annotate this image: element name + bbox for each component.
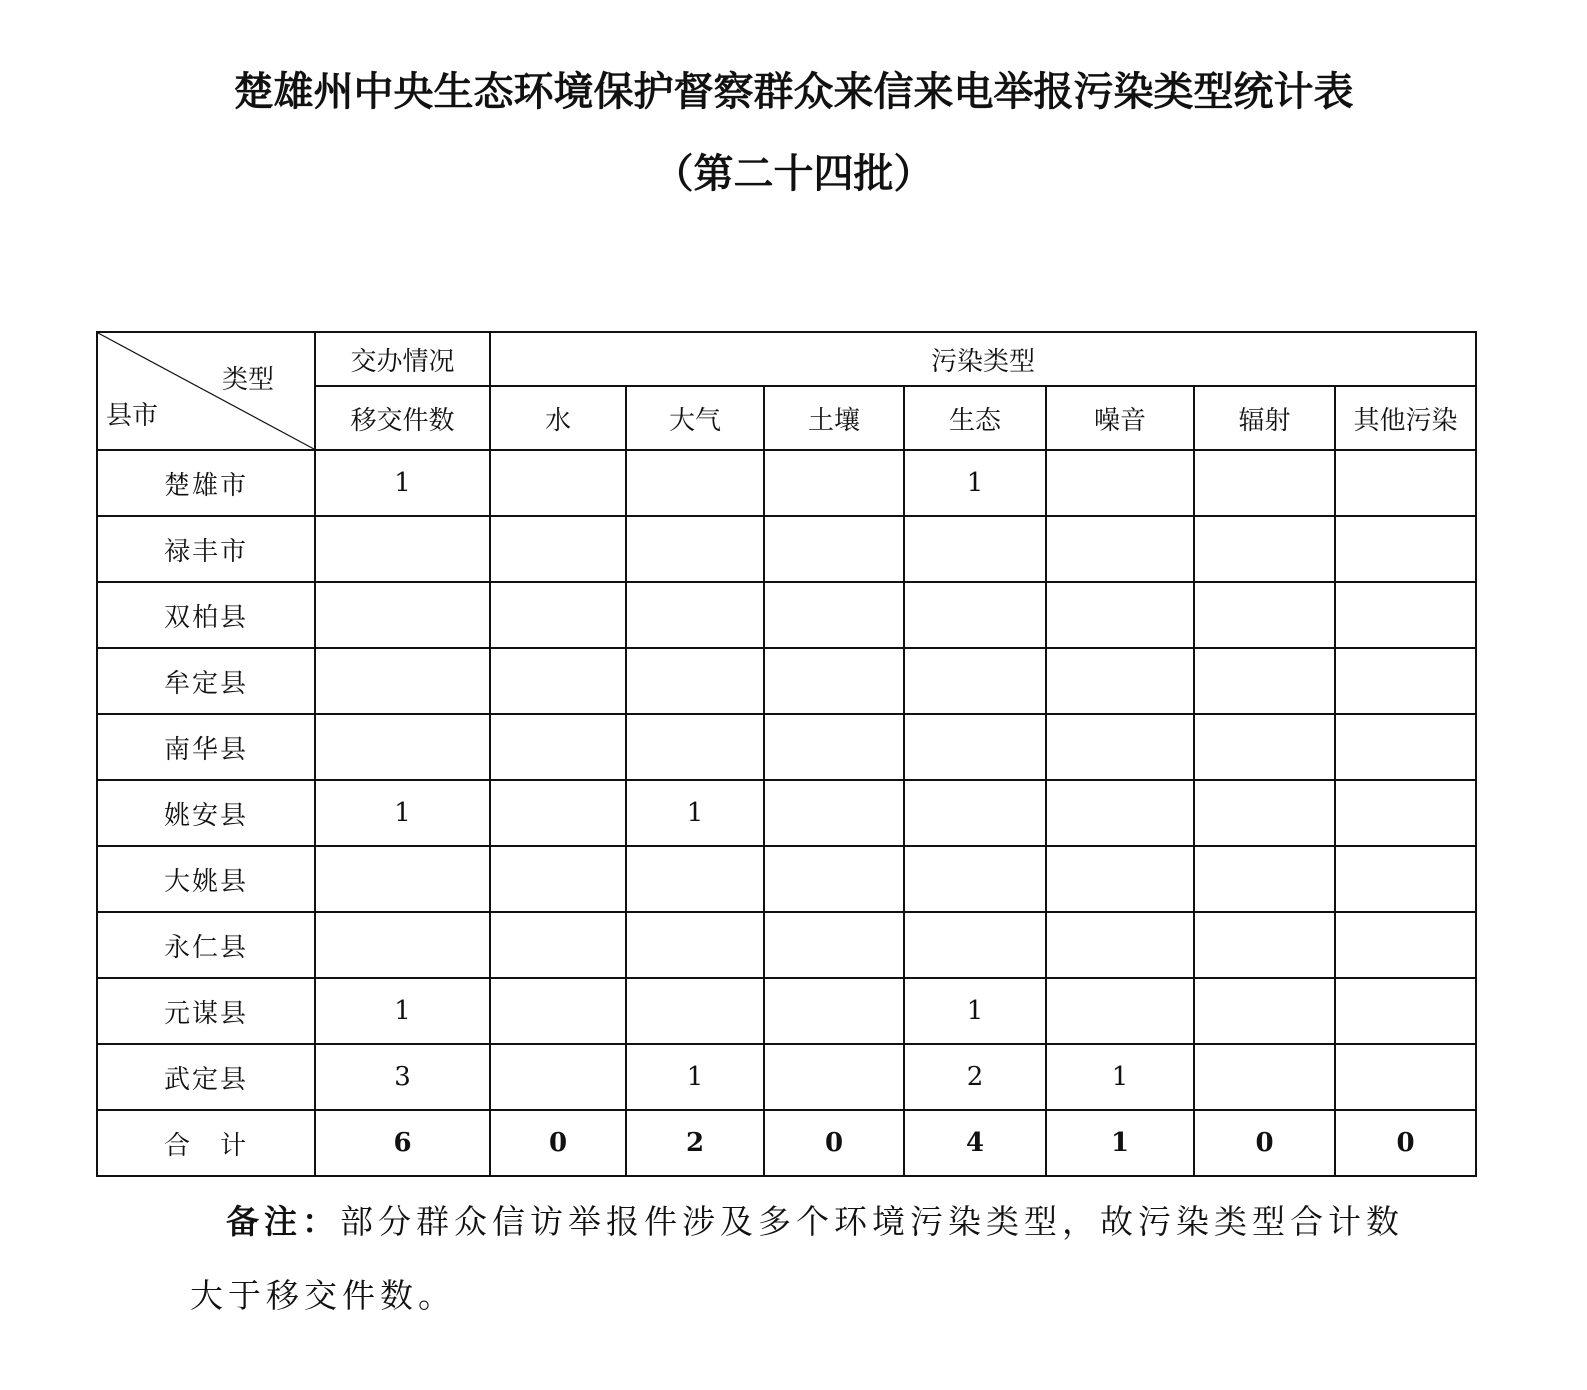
table-row <box>97 714 1476 780</box>
table-body <box>97 450 1476 1176</box>
value-cell <box>1046 978 1194 1044</box>
county-name-cell: 牟定县 <box>97 648 315 714</box>
value-cell <box>626 582 764 648</box>
value-cell <box>904 912 1046 978</box>
value-cell <box>904 582 1046 648</box>
county-name-cell: 永仁县 <box>97 912 315 978</box>
value-cell <box>490 450 626 516</box>
value-cell <box>626 912 764 978</box>
value-cell: 1 <box>904 978 1046 1044</box>
corner-county-label: 县市 <box>106 401 159 431</box>
value-cell <box>626 648 764 714</box>
value-cell <box>490 912 626 978</box>
value-cell <box>1046 714 1194 780</box>
value-cell <box>315 516 490 582</box>
total-value-cell: 1 <box>1046 1110 1194 1176</box>
county-name-cell: 南华县 <box>97 714 315 780</box>
total-value-cell: 4 <box>904 1110 1046 1176</box>
column-header: 生态 <box>904 386 1046 450</box>
value-cell <box>1046 846 1194 912</box>
note-line2: 大于移交件数。 <box>190 1276 456 1315</box>
value-cell <box>490 582 626 648</box>
value-cell <box>1194 846 1335 912</box>
value-cell <box>1194 450 1335 516</box>
county-name-cell: 姚安县 <box>97 780 315 846</box>
value-cell: 1 <box>626 780 764 846</box>
value-cell <box>1335 1044 1476 1110</box>
value-cell <box>904 648 1046 714</box>
value-cell <box>764 846 904 912</box>
column-header: 土壤 <box>764 386 904 450</box>
value-cell <box>626 978 764 1044</box>
total-value-cell: 6 <box>315 1110 490 1176</box>
value-cell <box>1335 648 1476 714</box>
value-cell <box>764 780 904 846</box>
total-value-cell: 0 <box>764 1110 904 1176</box>
note-label: 备注： <box>226 1202 340 1241</box>
value-cell: 2 <box>904 1044 1046 1110</box>
value-cell <box>1046 516 1194 582</box>
value-cell <box>764 582 904 648</box>
value-cell <box>490 714 626 780</box>
column-header: 水 <box>490 386 626 450</box>
value-cell <box>1335 978 1476 1044</box>
value-cell <box>315 714 490 780</box>
table-row <box>97 846 1476 912</box>
value-cell <box>315 582 490 648</box>
column-header: 移交件数 <box>315 386 490 450</box>
table-row <box>97 450 1476 516</box>
county-name-cell: 楚雄市 <box>97 450 315 516</box>
value-cell <box>764 516 904 582</box>
value-cell <box>315 648 490 714</box>
value-cell <box>315 846 490 912</box>
value-cell <box>1046 648 1194 714</box>
value-cell: 1 <box>626 1044 764 1110</box>
value-cell: 1 <box>315 780 490 846</box>
table-row <box>97 780 1476 846</box>
value-cell <box>764 978 904 1044</box>
value-cell <box>490 846 626 912</box>
value-cell: 1 <box>315 450 490 516</box>
county-name-cell: 双柏县 <box>97 582 315 648</box>
table-row <box>97 648 1476 714</box>
value-cell <box>1335 516 1476 582</box>
total-row <box>97 1110 1476 1176</box>
value-cell <box>904 846 1046 912</box>
value-cell <box>1335 846 1476 912</box>
value-cell <box>626 846 764 912</box>
value-cell <box>1335 450 1476 516</box>
county-name-cell: 元谋县 <box>97 978 315 1044</box>
note-text: 部分群众信访举报件涉及多个环境污染类型，故污染类型合计数 <box>340 1202 1404 1241</box>
column-header: 辐射 <box>1194 386 1335 450</box>
value-cell <box>490 516 626 582</box>
column-header: 噪音 <box>1046 386 1194 450</box>
value-cell <box>904 714 1046 780</box>
table-row <box>97 582 1476 648</box>
value-cell <box>1194 648 1335 714</box>
table-row <box>97 978 1476 1044</box>
value-cell <box>764 648 904 714</box>
value-cell <box>626 714 764 780</box>
pollution-group-header: 污染类型 <box>490 332 1476 386</box>
table-row <box>97 1044 1476 1110</box>
total-value-cell: 0 <box>1194 1110 1335 1176</box>
value-cell <box>764 450 904 516</box>
document-subtitle: （第二十四批） <box>653 151 934 197</box>
county-name-cell: 大姚县 <box>97 846 315 912</box>
value-cell <box>1046 450 1194 516</box>
value-cell <box>315 912 490 978</box>
value-cell <box>1194 582 1335 648</box>
value-cell: 1 <box>1046 1044 1194 1110</box>
county-name-cell: 武定县 <box>97 1044 315 1110</box>
note-line1 <box>226 1196 1426 1243</box>
column-header: 大气 <box>626 386 764 450</box>
value-cell <box>490 648 626 714</box>
value-cell <box>490 1044 626 1110</box>
total-value-cell: 0 <box>490 1110 626 1176</box>
value-cell <box>764 714 904 780</box>
corner-type-label: 类型 <box>221 365 274 395</box>
table-row <box>97 516 1476 582</box>
statistics-table <box>96 331 1477 1177</box>
value-cell: 3 <box>315 1044 490 1110</box>
value-cell <box>1335 582 1476 648</box>
total-label-cell: 合 计 <box>97 1110 315 1176</box>
document-title: 楚雄州中央生态环境保护督察群众来信来电举报污染类型统计表 <box>233 69 1354 115</box>
value-cell <box>1335 780 1476 846</box>
value-cell <box>904 780 1046 846</box>
value-cell <box>904 516 1046 582</box>
value-cell <box>1194 780 1335 846</box>
column-header: 其他污染 <box>1335 386 1476 450</box>
value-cell: 1 <box>315 978 490 1044</box>
county-name-cell: 禄丰市 <box>97 516 315 582</box>
value-cell <box>1194 1044 1335 1110</box>
value-cell <box>1046 780 1194 846</box>
value-cell <box>1046 582 1194 648</box>
value-cell <box>1194 978 1335 1044</box>
value-cell <box>1335 912 1476 978</box>
value-cell <box>490 978 626 1044</box>
value-cell <box>764 1044 904 1110</box>
value-cell <box>1335 714 1476 780</box>
total-value-cell: 0 <box>1335 1110 1476 1176</box>
value-cell: 1 <box>904 450 1046 516</box>
value-cell <box>490 780 626 846</box>
value-cell <box>1194 516 1335 582</box>
corner-header-cell <box>97 332 315 450</box>
total-value-cell: 2 <box>626 1110 764 1176</box>
table-row <box>97 912 1476 978</box>
value-cell <box>1046 912 1194 978</box>
value-cell <box>1194 714 1335 780</box>
value-cell <box>764 912 904 978</box>
value-cell <box>1194 912 1335 978</box>
handover-group-header: 交办情况 <box>315 332 490 386</box>
value-cell <box>626 450 764 516</box>
value-cell <box>626 516 764 582</box>
